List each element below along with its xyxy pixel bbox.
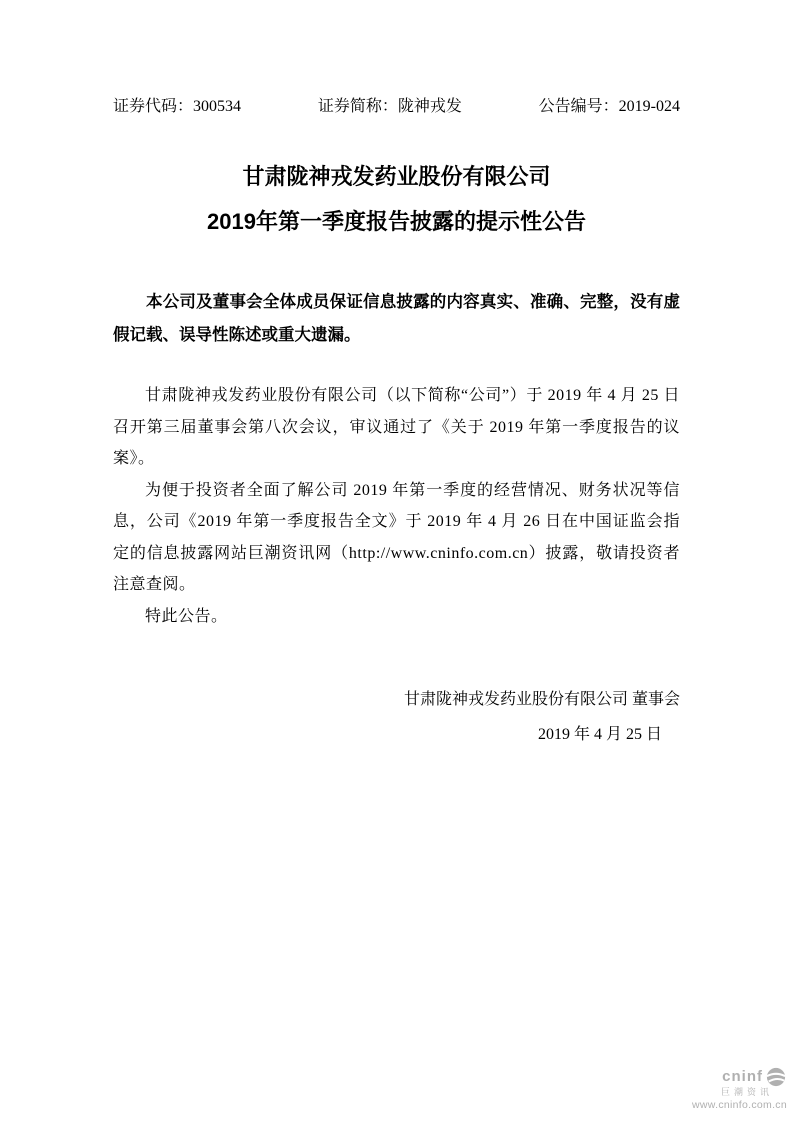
cninfo-url: www.cninfo.com.cn	[692, 1099, 787, 1111]
document-title	[113, 154, 680, 244]
company-name-title: 甘肃陇神戎发药业股份有限公司	[242, 164, 551, 189]
announcement-subject-title: 2019年第一季度报告披露的提示性公告	[207, 209, 586, 234]
signature-company: 甘肃陇神戎发药业股份有限公司 董事会	[403, 691, 680, 708]
signature-block	[113, 682, 680, 752]
closing-statement: 特此公告。	[145, 607, 228, 625]
cninfo-swirl-icon	[765, 1067, 787, 1087]
paragraph-disclosure-info: 为便于投资者全面了解公司 2019 年第一季度的经营情况、财务状况等信息，公司《2019 年第一季度报告全文》于 2019 年 4 月 26 日在中国证监会指定的信息披露网站巨潮资讯网（http://www.cninfo.com.cn）披露，敬请投资者注意查阅。	[113, 481, 680, 593]
cninfo-brand-text: cninf	[722, 1068, 763, 1085]
signature-date: 2019 年 4 月 25 日	[537, 726, 662, 743]
disclaimer-statement: 本公司及董事会全体成员保证信息披露的内容真实、准确、完整，没有虚假记载、误导性陈述或重大遗漏。	[113, 293, 680, 344]
paragraph-board-meeting: 甘肃陇神戎发药业股份有限公司（以下简称“公司”）于 2019 年 4 月 25 日召开第三届董事会第八次会议，审议通过了《关于 2019 年第一季度报告的议案》。	[113, 387, 680, 467]
cninfo-brand-row	[692, 1067, 787, 1087]
document-header	[113, 96, 680, 118]
cninfo-watermark	[692, 1067, 787, 1112]
cninfo-chinese-name: 巨潮资讯	[720, 1087, 773, 1097]
stock-abbr: 证券简称：陇神戎发	[317, 98, 462, 115]
stock-code: 证券代码：300534	[113, 98, 242, 115]
announcement-number: 公告编号：2019-024	[538, 98, 680, 115]
